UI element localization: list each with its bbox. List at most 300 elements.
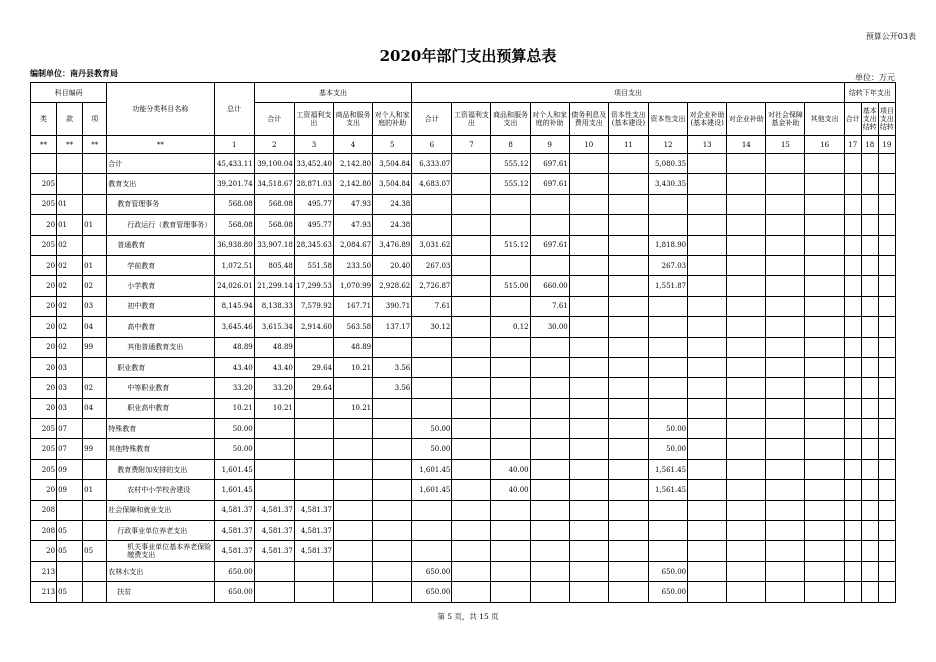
code-lei-cell: 20 [31, 337, 57, 357]
code-xiang-cell: 01 [83, 255, 107, 275]
code-lei-cell: 20 [31, 215, 57, 235]
amount-cell [844, 174, 861, 194]
item-name-cell: 机关事业单位基本养老保险缴费支出 [107, 541, 214, 561]
amount-cell [373, 439, 412, 459]
amount-cell [878, 296, 895, 316]
amount-cell [373, 337, 412, 357]
item-name-cell: 职业教育 [107, 357, 214, 377]
amount-cell [861, 561, 878, 581]
amount-cell [688, 480, 727, 500]
amount-cell [452, 337, 491, 357]
amount-cell: 4,683.07 [412, 174, 452, 194]
item-name-cell: 合计 [107, 154, 214, 174]
header-project-col: 资本性支出(基本建设) [608, 103, 648, 136]
amount-cell [805, 235, 844, 255]
amount-cell: 555.12 [491, 154, 530, 174]
index-cell: 14 [727, 136, 766, 154]
amount-cell [373, 500, 412, 520]
amount-cell [727, 215, 766, 235]
code-lei-cell: 205 [31, 194, 57, 214]
amount-cell [569, 378, 608, 398]
amount-cell [491, 296, 530, 316]
amount-cell [805, 582, 844, 602]
amount-cell [294, 398, 333, 418]
amount-cell [569, 582, 608, 602]
amount-cell [861, 154, 878, 174]
amount-cell: 24,026.01 [214, 276, 254, 296]
amount-cell: 10.21 [333, 357, 372, 377]
amount-cell: 39,201.74 [214, 174, 254, 194]
amount-cell: 3.56 [373, 357, 412, 377]
code-kuan-cell: 05 [57, 541, 83, 561]
amount-cell [608, 582, 648, 602]
amount-cell: 36,938.80 [214, 235, 254, 255]
code-xiang-cell [83, 500, 107, 520]
table-row [31, 174, 896, 194]
index-cell: 3 [294, 136, 333, 154]
index-cell: 6 [412, 136, 452, 154]
header-project-col: 资本性支出 [648, 103, 687, 136]
code-kuan-cell: 09 [57, 459, 83, 479]
amount-cell [688, 194, 727, 214]
header-basic-col: 对个人和家庭的补助 [373, 103, 412, 136]
amount-cell [452, 541, 491, 561]
amount-cell [569, 500, 608, 520]
amount-cell: 3,615.34 [254, 317, 294, 337]
amount-cell [530, 255, 569, 275]
amount-cell [608, 337, 648, 357]
table-row [31, 480, 896, 500]
amount-cell [688, 154, 727, 174]
index-cell: ** [31, 136, 57, 154]
amount-cell [412, 378, 452, 398]
amount-cell [861, 194, 878, 214]
amount-cell [805, 194, 844, 214]
amount-cell [294, 337, 333, 357]
amount-cell [878, 561, 895, 581]
code-xiang-cell [83, 194, 107, 214]
amount-cell [373, 419, 412, 439]
amount-cell [688, 255, 727, 275]
amount-cell: 1,072.51 [214, 255, 254, 275]
amount-cell [844, 235, 861, 255]
amount-cell [491, 419, 530, 439]
amount-cell [452, 500, 491, 520]
amount-cell: 3,430.35 [648, 174, 687, 194]
amount-cell: 39,100.04 [254, 154, 294, 174]
header-project-group: 项目支出 [412, 83, 844, 103]
amount-cell [373, 398, 412, 418]
header-project-col: 对个人和家庭的补助 [530, 103, 569, 136]
amount-cell [688, 561, 727, 581]
amount-cell: 1,601.45 [412, 480, 452, 500]
amount-cell [861, 378, 878, 398]
table-row [31, 378, 896, 398]
amount-cell [530, 521, 569, 541]
amount-cell: 48.89 [333, 337, 372, 357]
table-row [31, 439, 896, 459]
table-row [31, 317, 896, 337]
amount-cell [569, 459, 608, 479]
index-cell: 13 [688, 136, 727, 154]
amount-cell: 2,142.80 [333, 174, 372, 194]
amount-cell [727, 541, 766, 561]
amount-cell [861, 541, 878, 561]
header-carry-col: 项目支出结转 [878, 103, 895, 136]
amount-cell [608, 521, 648, 541]
amount-cell [861, 255, 878, 275]
amount-cell [861, 235, 878, 255]
amount-cell [805, 541, 844, 561]
amount-cell: 4,581.37 [254, 500, 294, 520]
amount-cell: 650.00 [412, 582, 452, 602]
amount-cell: 50.00 [648, 439, 687, 459]
amount-cell [530, 582, 569, 602]
amount-cell: 30.00 [530, 317, 569, 337]
table-row [31, 500, 896, 520]
code-lei-cell: 208 [31, 500, 57, 520]
amount-cell [688, 439, 727, 459]
amount-cell [878, 541, 895, 561]
amount-cell [805, 154, 844, 174]
item-name-cell: 扶贫 [107, 582, 214, 602]
amount-cell: 568.08 [254, 194, 294, 214]
amount-cell: 0.12 [491, 317, 530, 337]
amount-cell: 495.77 [294, 194, 333, 214]
code-lei-cell: 20 [31, 276, 57, 296]
amount-cell [608, 561, 648, 581]
amount-cell [294, 582, 333, 602]
amount-cell [727, 561, 766, 581]
amount-cell [805, 419, 844, 439]
amount-cell [608, 276, 648, 296]
amount-cell [608, 480, 648, 500]
amount-cell [452, 459, 491, 479]
amount-cell [844, 317, 861, 337]
amount-cell [766, 235, 805, 255]
amount-cell: 4,581.37 [294, 541, 333, 561]
amount-cell [844, 276, 861, 296]
amount-cell [608, 439, 648, 459]
amount-cell [569, 215, 608, 235]
index-cell: 7 [452, 136, 491, 154]
amount-cell: 650.00 [648, 561, 687, 581]
index-cell: ** [57, 136, 83, 154]
item-name-cell: 普通教育 [107, 235, 214, 255]
amount-cell [452, 561, 491, 581]
amount-cell [452, 276, 491, 296]
code-kuan-cell [57, 174, 83, 194]
amount-cell [608, 378, 648, 398]
amount-cell [569, 357, 608, 377]
compiling-unit-label: 编制单位：南丹县教育局 [30, 68, 118, 78]
amount-cell [452, 582, 491, 602]
amount-cell [766, 541, 805, 561]
amount-cell [688, 357, 727, 377]
amount-cell [608, 154, 648, 174]
amount-cell: 551.58 [294, 255, 333, 275]
amount-cell [766, 459, 805, 479]
amount-cell: 697.61 [530, 235, 569, 255]
amount-cell: 28,871.03 [294, 174, 333, 194]
amount-cell [861, 296, 878, 316]
index-cell: ** [107, 136, 214, 154]
amount-cell [452, 317, 491, 337]
code-kuan-cell: 07 [57, 419, 83, 439]
amount-cell [569, 541, 608, 561]
amount-cell [727, 439, 766, 459]
form-number-label: 预算公开03表 [865, 32, 916, 41]
amount-cell [569, 255, 608, 275]
amount-cell [254, 439, 294, 459]
amount-cell [727, 582, 766, 602]
code-lei-cell: 20 [31, 255, 57, 275]
amount-cell [805, 255, 844, 275]
amount-cell [805, 561, 844, 581]
amount-cell: 21,299.14 [254, 276, 294, 296]
amount-cell: 50.00 [648, 419, 687, 439]
code-xiang-cell: 01 [83, 480, 107, 500]
amount-cell [608, 459, 648, 479]
amount-cell [530, 459, 569, 479]
amount-cell [727, 378, 766, 398]
amount-cell [333, 419, 372, 439]
amount-cell [608, 541, 648, 561]
index-cell: 18 [861, 136, 878, 154]
amount-cell [491, 215, 530, 235]
code-xiang-cell [83, 357, 107, 377]
amount-cell [688, 378, 727, 398]
index-cell: 9 [530, 136, 569, 154]
amount-cell [648, 337, 687, 357]
amount-cell: 650.00 [214, 561, 254, 581]
amount-cell [861, 215, 878, 235]
amount-cell [805, 459, 844, 479]
code-kuan-cell: 02 [57, 235, 83, 255]
amount-cell [491, 439, 530, 459]
amount-cell [569, 337, 608, 357]
amount-cell [727, 296, 766, 316]
amount-cell [861, 500, 878, 520]
amount-cell: 1,551.87 [648, 276, 687, 296]
code-lei-cell: 213 [31, 582, 57, 602]
index-row [31, 136, 896, 154]
amount-cell [805, 521, 844, 541]
amount-cell [844, 215, 861, 235]
amount-cell: 650.00 [648, 582, 687, 602]
amount-cell [648, 541, 687, 561]
code-kuan-cell: 02 [57, 296, 83, 316]
amount-cell [844, 378, 861, 398]
index-cell: 15 [766, 136, 805, 154]
amount-cell [373, 459, 412, 479]
amount-cell [727, 521, 766, 541]
header-basic-group: 基本支出 [254, 83, 412, 103]
amount-cell [648, 398, 687, 418]
amount-cell: 3.56 [373, 378, 412, 398]
code-lei-cell: 205 [31, 439, 57, 459]
amount-cell: 4,581.37 [254, 521, 294, 541]
amount-cell: 50.00 [214, 419, 254, 439]
amount-cell: 1,601.45 [412, 459, 452, 479]
index-cell: ** [83, 136, 107, 154]
amount-cell [648, 296, 687, 316]
amount-cell [373, 521, 412, 541]
header-project-col: 其他支出 [805, 103, 844, 136]
amount-cell [844, 459, 861, 479]
code-lei-cell: 20 [31, 357, 57, 377]
amount-cell [294, 419, 333, 439]
amount-cell [373, 582, 412, 602]
code-lei-cell: 205 [31, 419, 57, 439]
code-xiang-cell: 99 [83, 439, 107, 459]
amount-cell [727, 337, 766, 357]
page-footer: 第 5 页，共 15 页 [437, 612, 499, 621]
amount-cell [766, 439, 805, 459]
amount-cell [861, 480, 878, 500]
amount-cell: 5,080.35 [648, 154, 687, 174]
code-kuan-cell [57, 561, 83, 581]
amount-cell [294, 480, 333, 500]
header-lei: 类 [31, 103, 57, 136]
amount-cell: 3,476.89 [373, 235, 412, 255]
amount-cell [333, 480, 372, 500]
amount-cell [861, 276, 878, 296]
amount-cell [530, 419, 569, 439]
amount-cell: 17,299.53 [294, 276, 333, 296]
table-row [31, 337, 896, 357]
table-row [31, 582, 896, 602]
index-cell: 2 [254, 136, 294, 154]
amount-cell [412, 357, 452, 377]
table-row [31, 398, 896, 418]
amount-cell [805, 215, 844, 235]
code-kuan-cell [57, 154, 83, 174]
amount-cell: 2,928.62 [373, 276, 412, 296]
amount-cell [608, 194, 648, 214]
amount-cell [878, 500, 895, 520]
amount-cell [878, 194, 895, 214]
index-cell: 4 [333, 136, 372, 154]
table-row [31, 419, 896, 439]
amount-cell: 568.08 [214, 194, 254, 214]
amount-cell [648, 215, 687, 235]
item-name-cell: 社会保障和就业支出 [107, 500, 214, 520]
index-cell: 10 [569, 136, 608, 154]
amount-cell [727, 154, 766, 174]
amount-cell: 697.61 [530, 174, 569, 194]
amount-cell [452, 296, 491, 316]
budget-table-body [31, 136, 896, 603]
amount-cell [727, 317, 766, 337]
amount-cell [727, 235, 766, 255]
amount-cell [491, 255, 530, 275]
amount-cell [844, 255, 861, 275]
amount-cell [878, 521, 895, 541]
index-cell: 12 [648, 136, 687, 154]
amount-cell [569, 276, 608, 296]
code-kuan-cell: 01 [57, 215, 83, 235]
amount-cell [844, 500, 861, 520]
amount-cell [844, 154, 861, 174]
amount-cell [452, 154, 491, 174]
header-xiang: 项 [83, 103, 107, 136]
code-lei-cell: 213 [31, 561, 57, 581]
amount-cell [412, 194, 452, 214]
amount-cell [878, 480, 895, 500]
amount-cell [452, 419, 491, 439]
amount-cell: 3,645.46 [214, 317, 254, 337]
code-xiang-cell [83, 419, 107, 439]
amount-cell [569, 317, 608, 337]
amount-cell [878, 378, 895, 398]
amount-cell: 24.38 [373, 215, 412, 235]
amount-cell: 33,452.40 [294, 154, 333, 174]
amount-cell: 4,581.37 [214, 500, 254, 520]
amount-cell: 1,601.45 [214, 459, 254, 479]
amount-cell [412, 398, 452, 418]
amount-cell [373, 541, 412, 561]
amount-cell [333, 521, 372, 541]
header-project-col: 合计 [412, 103, 452, 136]
header-code-group: 科目编码 [31, 83, 107, 103]
amount-cell: 4,581.37 [294, 521, 333, 541]
amount-cell: 495.77 [294, 215, 333, 235]
amount-cell: 697.61 [530, 154, 569, 174]
item-name-cell: 高中教育 [107, 317, 214, 337]
amount-cell: 33,907.18 [254, 235, 294, 255]
amount-cell [608, 317, 648, 337]
amount-cell [766, 296, 805, 316]
amount-cell [878, 459, 895, 479]
amount-cell [688, 459, 727, 479]
code-xiang-cell: 02 [83, 378, 107, 398]
amount-cell [530, 541, 569, 561]
code-xiang-cell [83, 561, 107, 581]
amount-cell [805, 357, 844, 377]
amount-cell [688, 296, 727, 316]
code-kuan-cell: 05 [57, 521, 83, 541]
amount-cell [766, 500, 805, 520]
code-kuan-cell: 05 [57, 582, 83, 602]
header-basic-col: 商品和服务支出 [333, 103, 372, 136]
header-project-col: 商品和服务支出 [491, 103, 530, 136]
item-name-cell: 职业高中教育 [107, 398, 214, 418]
item-name-cell: 行政事业单位养老支出 [107, 521, 214, 541]
amount-cell: 40.00 [491, 459, 530, 479]
amount-cell [452, 398, 491, 418]
amount-cell [844, 480, 861, 500]
amount-cell: 43.40 [214, 357, 254, 377]
item-name-cell: 初中教育 [107, 296, 214, 316]
amount-cell [491, 582, 530, 602]
code-lei-cell: 205 [31, 174, 57, 194]
code-xiang-cell: 02 [83, 276, 107, 296]
code-kuan-cell: 09 [57, 480, 83, 500]
code-xiang-cell [83, 521, 107, 541]
amount-cell: 233.50 [333, 255, 372, 275]
amount-cell [412, 337, 452, 357]
amount-cell [452, 215, 491, 235]
amount-cell [688, 582, 727, 602]
table-row [31, 561, 896, 581]
amount-cell: 515.12 [491, 235, 530, 255]
amount-cell [805, 378, 844, 398]
code-kuan-cell: 02 [57, 337, 83, 357]
amount-cell [688, 419, 727, 439]
amount-cell [254, 561, 294, 581]
index-cell: 8 [491, 136, 530, 154]
